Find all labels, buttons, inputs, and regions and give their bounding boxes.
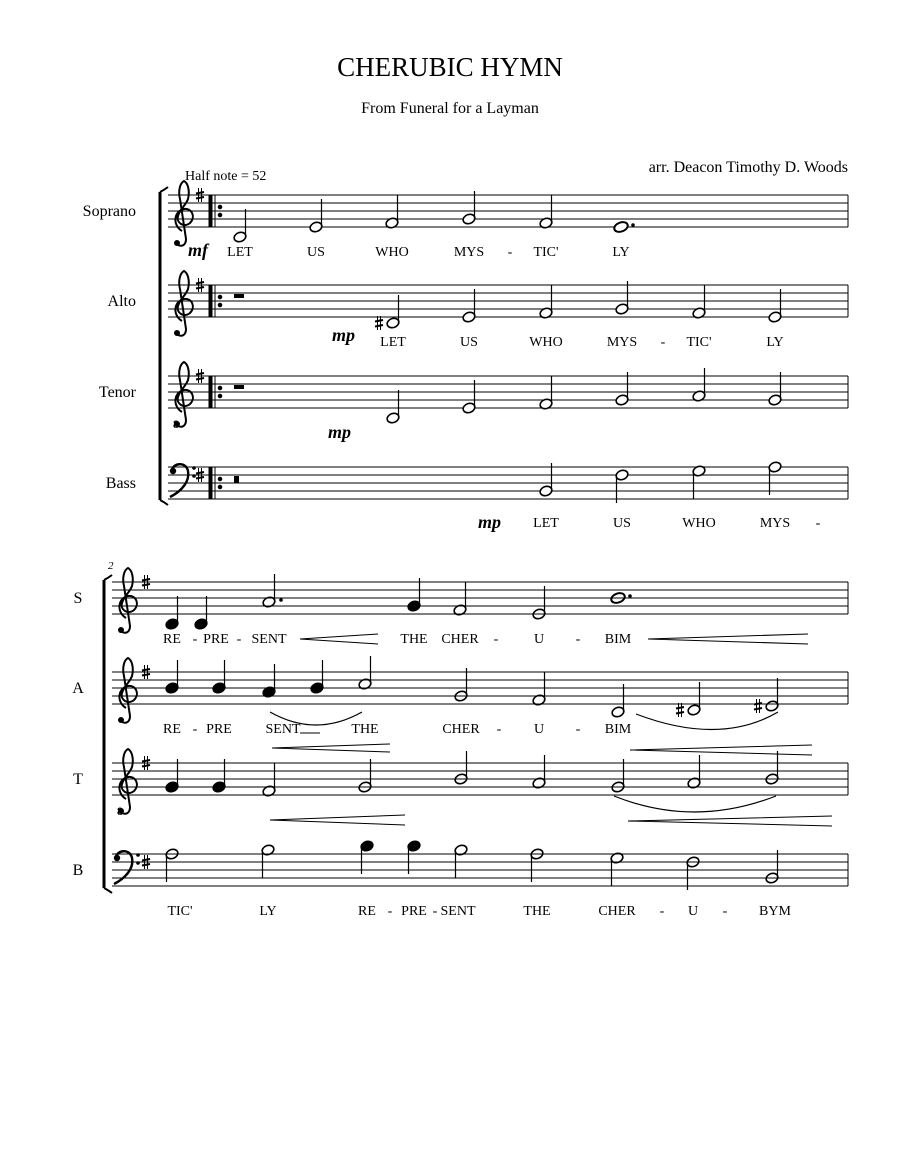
- staff-alto-2: [112, 672, 848, 704]
- clefs-system-1: [170, 181, 204, 497]
- lyric-s1-alto-2: WHO: [529, 335, 563, 350]
- note-20: [692, 465, 706, 499]
- note-10: [692, 285, 706, 319]
- note-6: [375, 295, 400, 330]
- note-4: [539, 195, 553, 229]
- note-2: [385, 195, 399, 229]
- lyric-s2-soprano-7: -: [493, 632, 499, 647]
- note-39: [165, 759, 179, 793]
- note-34: [454, 668, 468, 702]
- note-49: [261, 844, 275, 878]
- lyric-s2-bass-6: SENT: [440, 904, 476, 919]
- note-47: [765, 751, 779, 785]
- note-48: [165, 848, 179, 882]
- note-11: [768, 289, 782, 323]
- lyric-s1-soprano-1: US: [307, 245, 325, 260]
- lyric-s1-alto-1: US: [460, 335, 478, 350]
- repeat-barlines-1: [209, 195, 222, 499]
- arranger-credit: arr. Deacon Timothy D. Woods: [648, 159, 848, 176]
- note-56: [765, 850, 779, 884]
- hairpin-dim-tenor-2: [628, 816, 832, 826]
- lyric-s2-soprano-5: THE: [400, 632, 428, 647]
- note-7: [462, 289, 476, 323]
- staff-bass-2: [112, 854, 848, 886]
- dynamic-soprano: mf: [188, 240, 208, 260]
- voice-short-alto: A: [72, 680, 84, 697]
- lyric-s2-alto-4: THE: [351, 722, 379, 737]
- svg-text:8: 8: [117, 804, 123, 818]
- note-14: [539, 376, 553, 410]
- lyric-s2-alto-0: RE: [163, 722, 181, 737]
- note-25: [407, 578, 421, 612]
- voice-short-tenor: T: [73, 771, 83, 788]
- lyric-s2-bass-7: THE: [523, 904, 551, 919]
- note-37: [676, 682, 701, 717]
- staff-bass-1: [168, 467, 848, 499]
- system-bracket: [160, 187, 168, 505]
- note-26: [453, 582, 467, 616]
- staff-tenor-1: [168, 376, 848, 408]
- note-45: [611, 759, 625, 793]
- lyric-s2-soprano-1: -: [192, 632, 198, 647]
- voice-short-soprano: S: [73, 590, 83, 607]
- note-42: [358, 759, 372, 793]
- note-51: [407, 840, 421, 874]
- lyric-s2-alto-8: -: [575, 722, 581, 737]
- lyric-s2-alto-5: CHER: [442, 722, 480, 737]
- dynamic-bass: mp: [478, 512, 502, 532]
- lyric-s2-soprano-10: BIM: [604, 632, 632, 647]
- note-32: [310, 660, 324, 694]
- lyric-s2-soprano-4: SENT: [251, 632, 287, 647]
- hairpin-cresc-soprano-1: [300, 634, 378, 644]
- lyric-s1-soprano-2: WHO: [375, 245, 409, 260]
- note-27: [532, 586, 546, 620]
- voice-label-soprano: Soprano: [82, 203, 136, 220]
- lyric-s2-bass-8: CHER: [598, 904, 636, 919]
- lyric-s2-soprano-3: -: [236, 632, 242, 647]
- staff-soprano-1: [168, 195, 848, 227]
- lyric-s2-bass-11: -: [722, 904, 728, 919]
- slur-alto-2: [636, 712, 778, 730]
- lyric-s1-soprano-4: -: [507, 245, 513, 260]
- lyric-s1-alto-6: LY: [766, 335, 784, 350]
- note-30: [212, 660, 226, 694]
- lyric-s1-alto-5: TIC': [686, 335, 712, 350]
- note-44: [532, 755, 546, 789]
- note-16: [692, 368, 706, 402]
- lyric-s2-alto-1: -: [192, 722, 198, 737]
- lyric-s2-alto-3: SENT: [265, 722, 301, 737]
- note-40: [212, 759, 226, 793]
- system-bracket-2: [104, 575, 112, 893]
- lyric-s1-bass-4: -: [815, 516, 821, 531]
- clefs-system-2: [114, 568, 150, 884]
- note-24: [262, 574, 283, 608]
- lyric-s2-bass-9: -: [659, 904, 665, 919]
- page-subtitle: From Funeral for a Layman: [361, 100, 539, 117]
- note-52: [454, 844, 468, 878]
- note-23: [194, 596, 208, 630]
- hairpin-cresc-tenor-2: [630, 745, 812, 755]
- note-35: [532, 672, 546, 706]
- note-54: [610, 852, 624, 886]
- note-3: [462, 191, 476, 225]
- note-18: [539, 463, 553, 497]
- lyric-s2-soprano-9: -: [575, 632, 581, 647]
- note-19: [615, 469, 629, 503]
- slurs: [270, 712, 778, 812]
- note-50: [360, 840, 374, 874]
- lyric-s2-alto-7: U: [533, 722, 545, 737]
- dynamic-tenor: mp: [328, 422, 352, 442]
- note-33: [358, 656, 372, 690]
- lyric-s2-bass-4: PRE: [401, 904, 427, 919]
- lyric-s2-bass-0: TIC': [167, 904, 193, 919]
- note-21: [768, 461, 782, 495]
- note-9: [615, 281, 629, 315]
- lyric-s1-bass-2: WHO: [682, 516, 716, 531]
- staff-soprano-2: [112, 582, 848, 614]
- svg-text:8: 8: [173, 417, 179, 431]
- rests-system-1: [234, 294, 244, 483]
- note-53: [530, 848, 544, 882]
- lyric-s2-alto-2: PRE: [206, 722, 232, 737]
- lyric-s1-bass-3: MYS: [759, 516, 791, 531]
- hairpin-cresc-soprano-2: [648, 634, 808, 644]
- voice-label-tenor: Tenor: [98, 384, 136, 401]
- lyric-s2-bass-3: -: [387, 904, 393, 919]
- lyric-s2-soprano-2: PRE: [203, 632, 229, 647]
- lyric-s2-bass-10: U: [687, 904, 699, 919]
- measure-number: 2: [108, 560, 114, 572]
- lyric-s1-soprano-6: LY: [612, 245, 630, 260]
- tempo-marking: Half note = 52: [185, 169, 267, 184]
- note-46: [687, 755, 701, 789]
- note-12: [386, 390, 400, 424]
- slur-tenor-1: [614, 796, 776, 812]
- note-0: [233, 209, 247, 243]
- lyric-s1-soprano-5: TIC': [533, 245, 559, 260]
- staff-alto-1: [168, 285, 848, 317]
- note-22: [165, 596, 179, 630]
- voice-label-alto: Alto: [107, 293, 136, 310]
- note-31: [262, 664, 276, 698]
- note-43: [454, 751, 468, 785]
- note-36: [611, 684, 625, 718]
- lyric-s1-bass-1: US: [613, 516, 631, 531]
- hairpin-dim-tenor-1: [270, 815, 405, 825]
- lyric-s2-bass-1: LY: [259, 904, 277, 919]
- note-17: [768, 372, 782, 406]
- notes-layer: [165, 191, 782, 890]
- note-1: [309, 199, 323, 233]
- lyric-s2-alto-9: BIM: [604, 722, 632, 737]
- lyric-s2-bass-2: RE: [358, 904, 376, 919]
- lyric-s2-soprano-6: CHER: [441, 632, 479, 647]
- note-13: [462, 380, 476, 414]
- voice-short-bass: B: [72, 862, 84, 879]
- lyric-s1-soprano-0: LET: [227, 245, 253, 260]
- hairpin-cresc-tenor-1: [272, 744, 390, 752]
- lyric-s2-soprano-8: U: [533, 632, 545, 647]
- note-55: [686, 856, 700, 890]
- note-8: [539, 285, 553, 319]
- lyric-s1-alto-0: LET: [380, 335, 406, 350]
- note-41: [262, 763, 276, 797]
- lyric-s1-alto-4: -: [660, 335, 666, 350]
- note-29: [165, 660, 179, 694]
- lyric-s1-soprano-3: MYS: [453, 245, 485, 260]
- page-title: CHERUBIC HYMN: [337, 52, 563, 82]
- lyric-s1-bass-0: LET: [533, 516, 559, 531]
- dynamic-alto: mp: [332, 325, 356, 345]
- voice-label-bass: Bass: [105, 475, 136, 492]
- note-15: [615, 372, 629, 406]
- lyric-s2-soprano-0: RE: [163, 632, 181, 647]
- lyric-s2-bass-12: BYM: [759, 904, 791, 919]
- lyric-s2-alto-6: -: [496, 722, 502, 737]
- lyric-s1-alto-3: MYS: [606, 335, 638, 350]
- lyric-s2-bass-5: -: [432, 904, 438, 919]
